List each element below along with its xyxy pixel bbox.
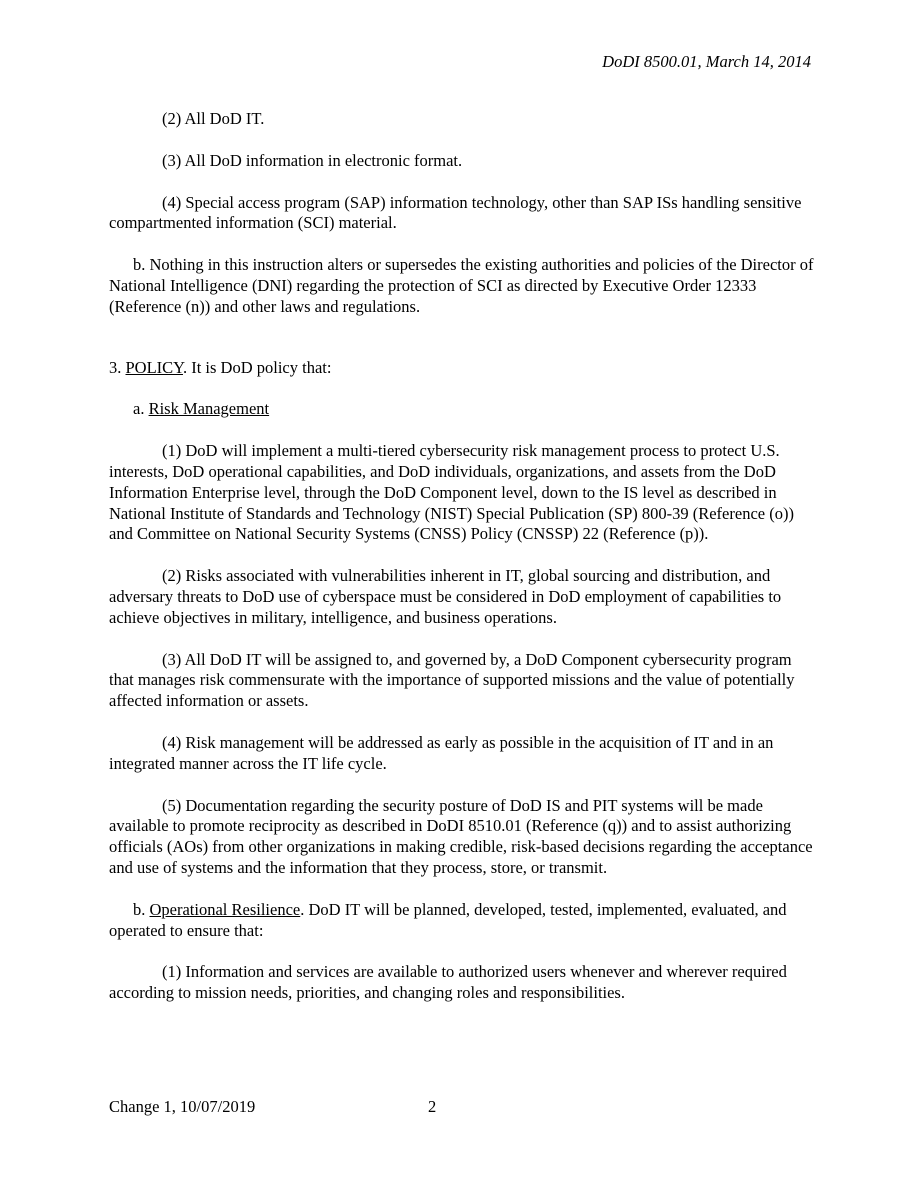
document-body: [109, 109, 817, 1025]
section-3-number: 3.: [109, 357, 126, 377]
risk-management-paragraph-3: (3) All DoD IT will be assigned to, and governed by, a DoD Component cybersecurity program that manages risk commensurate with the importance of supported missions and the value of potentially affected information or assets.: [109, 649, 795, 711]
paragraph-b: b. Nothing in this instruction alters or supersedes the existing authorities and policies of the Director of National Intelligence (DNI) regarding the protection of SCI as directed by Executive Order 12333 (Reference (n)) and other laws and regulations.: [109, 255, 814, 316]
risk-management-paragraph-1: (1) DoD will implement a multi-tiered cybersecurity risk management process to protect U.S. interests, DoD operational capabilities, and DoD individuals, organizations, and assets from the DoD Information Enterprise level, through the DoD Component level, down to the IS level as described in National Institute of Standards and Technology (NIST) Special Publication (SP) 800-39 (Reference (o)) and Committee on National Security Systems (CNSS) Policy (CNSSP) 22 (Reference (p)).: [109, 441, 794, 544]
page-number: 2: [428, 1097, 437, 1116]
change-footer: Change 1, 10/07/2019: [109, 1097, 256, 1116]
subsection-a-number: a.: [133, 399, 149, 419]
subsection-b-heading: [109, 900, 817, 942]
subsection-a-heading: [109, 399, 817, 420]
operational-resilience-paragraph-1: (1) Information and services are available to authorized users whenever and wherever required according to mission needs, priorities, and changing roles and responsibilities.: [109, 962, 787, 1003]
risk-management-paragraph-2: (2) Risks associated with vulnerabilities inherent in IT, global sourcing and distribution, and adversary threats to DoD use of cyberspace must be considered in DoD employment of capabilities to achieve objectives in military, intelligence, and business operations.: [109, 566, 782, 627]
section-3-heading: [109, 358, 817, 379]
risk-management-paragraph-5: (5) Documentation regarding the security posture of DoD IS and PIT systems will be made available to promote reciprocity as described in DoDI 8510.01 (Reference (q)) and to assist authorizing officials (AOs) from other organizations in making credible, risk-based decisions regarding the acceptance and use of systems and the information that they process, store, or transmit.: [109, 795, 813, 877]
paragraph-a3: (3) All DoD information in electronic format.: [162, 150, 463, 170]
subsection-b-text: . DoD IT will be planned, developed, tested, implemented, evaluated, and operated to ensure that:: [109, 899, 787, 940]
subsection-a-title: Risk Management: [148, 399, 270, 419]
risk-management-paragraph-4: (4) Risk management will be addressed as early as possible in the acquisition of IT and in an integrated manner across the IT life cycle.: [109, 732, 774, 773]
paragraph-a2: (2) All DoD IT.: [162, 109, 265, 128]
paragraph-a4: (4) Special access program (SAP) information technology, other than SAP ISs handling sensitive compartmented information (SCI) material.: [109, 192, 802, 233]
document-reference-header: DoDI 8500.01, March 14, 2014: [602, 52, 811, 71]
section-3-text: . It is DoD policy that:: [182, 357, 332, 377]
subsection-b-number: b.: [133, 899, 150, 919]
subsection-b-title: Operational Resilience: [149, 899, 301, 919]
section-3-title: POLICY: [125, 357, 183, 377]
